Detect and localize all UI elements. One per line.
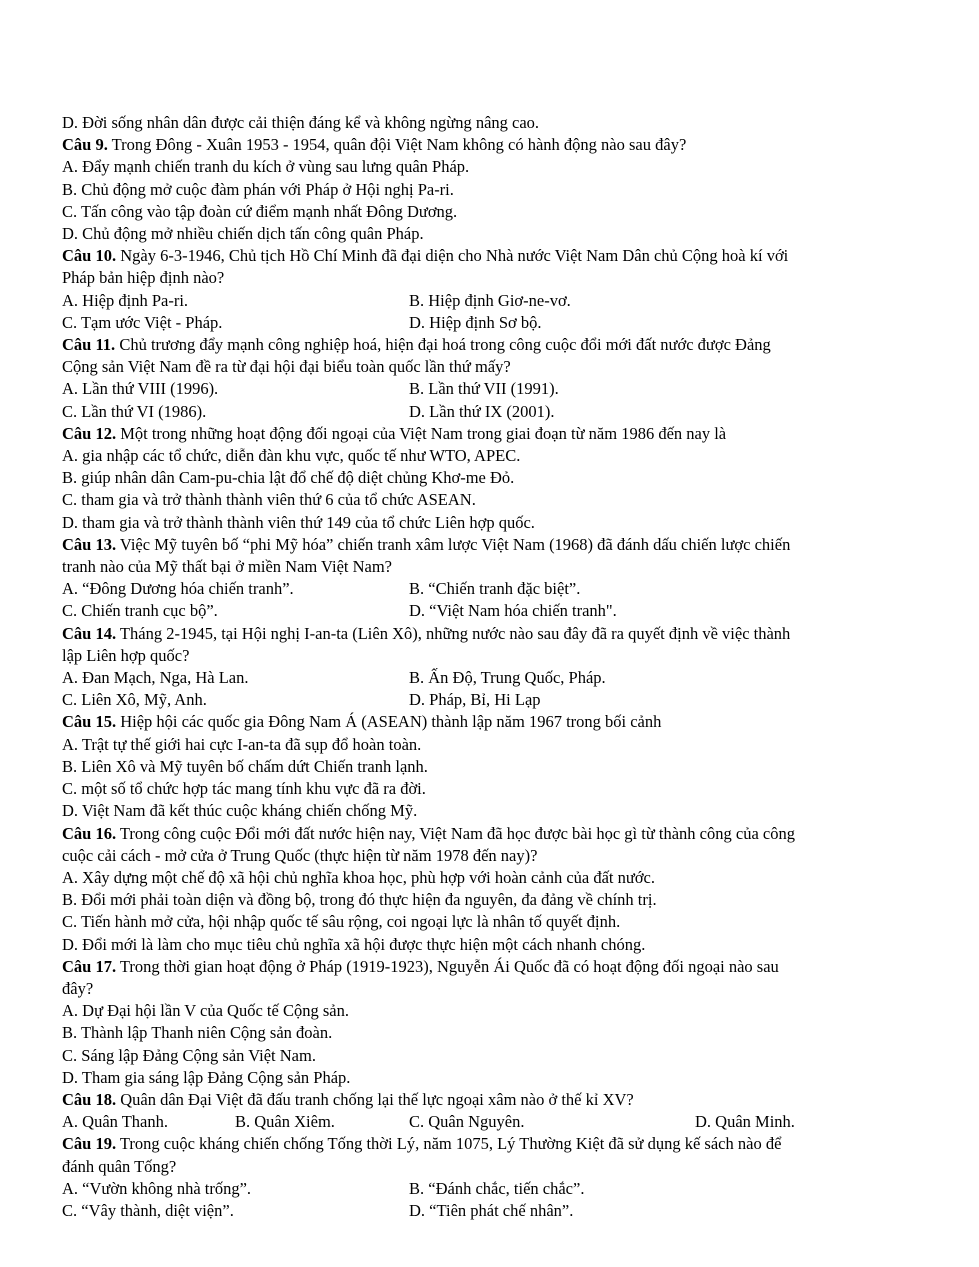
option-a: A. Đan Mạch, Nga, Hà Lan. [62, 668, 249, 688]
question-number: Câu 13. [62, 534, 117, 554]
question-16 [62, 823, 932, 845]
question-13 [62, 534, 932, 556]
question-9 [62, 134, 932, 156]
option-b: B. Ấn Độ, Trung Quốc, Pháp. [409, 668, 606, 688]
option-a: A. “Vườn không nhà trống”. [62, 1178, 252, 1198]
option-c: C. Lần thứ VI (1986). [62, 401, 207, 421]
question-text-continued: cuộc cải cách - mở cửa ở Trung Quốc (thực hiện từ năm 1978 đến nay)? [62, 845, 538, 865]
option-row [62, 667, 932, 689]
option-b: B. Hiệp định Giơ-ne-vơ. [409, 290, 571, 310]
option-d: D. Pháp, Bỉ, Hi Lạp [409, 690, 541, 710]
question-text: Trong Đông - Xuân 1953 - 1954, quân đội Việt Nam không có hành động nào sau đây? [107, 135, 687, 155]
option-a: A. Hiệp định Pa-ri. [62, 290, 189, 310]
question-text: Trong thời gian hoạt động ở Pháp (1919-1923), Nguyễn Ái Quốc đã có hoạt động đối ngoại nào sau [116, 956, 779, 976]
option-c: C. Sáng lập Đảng Cộng sản Việt Nam. [62, 1045, 316, 1065]
question-text: Chủ trương đẩy mạnh công nghiệp hoá, hiện đại hoá trong công cuộc đổi mới đất nước được Đảng [115, 335, 771, 355]
option-row [62, 401, 932, 423]
question-text-continued: Cộng sản Việt Nam đề ra từ đại hội đại biểu toàn quốc lần thứ mấy? [62, 357, 511, 377]
option-d: D. Quân Minh. [695, 1112, 795, 1132]
question-19 [62, 1133, 932, 1155]
intro-option: D. Đời sống nhân dân được cải thiện đáng kể và không ngừng nâng cao. [62, 113, 540, 132]
question-text: Hiệp hội các quốc gia Đông Nam Á (ASEAN) thành lập năm 1967 trong bối cảnh [116, 712, 662, 732]
option-c: C. Tấn công vào tập đoàn cứ điểm mạnh nhất Đông Dương. [62, 201, 458, 221]
question-10 [62, 245, 932, 267]
option-d: D. Đổi mới là làm cho mục tiêu chủ nghĩa xã hội được thực hiện một cách nhanh chóng. [62, 934, 646, 954]
option-d: D. “Tiên phát chế nhân”. [409, 1200, 574, 1220]
option-d: D. Chủ động mở nhiều chiến dịch tấn công quân Pháp. [62, 224, 424, 244]
option-d: D. “Việt Nam hóa chiến tranh". [409, 601, 617, 621]
question-text-continued: Pháp bản hiệp định nào? [62, 268, 225, 288]
option-c: C. Quân Nguyên. [409, 1112, 525, 1132]
question-18 [62, 1089, 932, 1111]
option-row [62, 1178, 932, 1200]
question-text-continued: đánh quân Tống? [62, 1156, 177, 1176]
question-text: Việc Mỹ tuyên bố “phi Mỹ hóa” chiến tranh xâm lược Việt Nam (1968) đã đánh dấu chiến lược chiến [116, 534, 791, 554]
option-d: D. Hiệp định Sơ bộ. [409, 312, 542, 332]
option-c: C. “Vây thành, diệt viện”. [62, 1200, 234, 1220]
option-a: A. “Đông Dương hóa chiến tranh”. [62, 579, 294, 599]
option-d: D. Việt Nam đã kết thúc cuộc kháng chiến chống Mỹ. [62, 801, 418, 821]
option-b: B. “Chiến tranh đặc biệt”. [409, 579, 581, 599]
option-b: B. Thành lập Thanh niên Cộng sản đoàn. [62, 1023, 333, 1043]
option-b: B. Chủ động mở cuộc đàm phán với Pháp ở Hội nghị Pa-ri. [62, 179, 454, 199]
option-b: B. Quân Xiêm. [235, 1112, 335, 1132]
option-d: D. Lần thứ IX (2001). [409, 401, 555, 421]
question-text: Trong cuộc kháng chiến chống Tống thời Lý, năm 1075, Lý Thường Kiệt đã sử dụng kế sách nào để [116, 1134, 782, 1154]
option-c: C. Tạm ước Việt - Pháp. [62, 312, 223, 332]
option-a: A. Đẩy mạnh chiến tranh du kích ở vùng sau lưng quân Pháp. [62, 157, 470, 177]
question-number: Câu 18. [62, 1089, 117, 1109]
option-row [62, 290, 932, 312]
option-c: C. Chiến tranh cục bộ”. [62, 601, 218, 621]
option-row [62, 312, 932, 334]
question-number: Câu 16. [62, 823, 117, 843]
question-number: Câu 12. [62, 423, 117, 443]
question-text: Tháng 2-1945, tại Hội nghị I-an-ta (Liên Xô), những nước nào sau đây đã ra quyết định về việc thành [116, 623, 791, 643]
option-a: A. Trật tự thế giới hai cực I-an-ta đã sụp đổ hoàn toàn. [62, 734, 422, 754]
question-14 [62, 623, 932, 645]
option-row [62, 1200, 932, 1222]
option-row [62, 1111, 932, 1133]
question-number: Câu 10. [62, 246, 117, 266]
option-b: B. giúp nhân dân Cam-pu-chia lật đổ chế độ diệt chủng Khơ-me Đỏ. [62, 468, 515, 488]
question-15 [62, 711, 932, 733]
question-text-continued: lập Liên hợp quốc? [62, 645, 190, 665]
option-row [62, 600, 932, 622]
option-d: D. Tham gia sáng lập Đảng Cộng sản Pháp. [62, 1067, 351, 1087]
option-b: B. “Đánh chắc, tiến chắc”. [409, 1178, 585, 1198]
question-text: Ngày 6-3-1946, Chủ tịch Hồ Chí Minh đã đại diện cho Nhà nước Việt Nam Dân chủ Cộng hoà kí với [116, 246, 789, 266]
question-text-continued: đây? [62, 978, 94, 998]
question-11 [62, 334, 932, 356]
option-a: A. Xây dựng một chế độ xã hội chủ nghĩa khoa học, phù hợp với hoàn cảnh của đất nước. [62, 867, 656, 887]
option-a: A. gia nhập các tổ chức, diễn đàn khu vực, quốc tế như WTO, APEC. [62, 446, 521, 466]
question-17 [62, 956, 932, 978]
question-number: Câu 15. [62, 712, 117, 732]
option-b: B. Liên Xô và Mỹ tuyên bố chấm dứt Chiến tranh lạnh. [62, 756, 428, 776]
option-d: D. tham gia và trở thành thành viên thứ 149 của tổ chức Liên hợp quốc. [62, 512, 535, 532]
option-c: C. một số tổ chức hợp tác mang tính khu vực đã ra đời. [62, 779, 426, 799]
exam-page [62, 112, 932, 1222]
question-text: Một trong những hoạt động đối ngoại của Việt Nam trong giai đoạn từ năm 1986 đến nay là [116, 423, 727, 443]
option-b: B. Lần thứ VII (1991). [409, 379, 559, 399]
option-c: C. Tiến hành mở cửa, hội nhập quốc tế sâu rộng, coi ngoại lực là nhân tố quyết định. [62, 912, 621, 932]
question-text: Trong công cuộc Đổi mới đất nước hiện nay, Việt Nam đã học được bài học gì từ thành công của công [116, 823, 795, 843]
question-number: Câu 19. [62, 1134, 117, 1154]
question-number: Câu 17. [62, 956, 117, 976]
option-c: C. Liên Xô, Mỹ, Anh. [62, 690, 207, 710]
question-number: Câu 14. [62, 623, 117, 643]
question-12 [62, 423, 932, 445]
question-text-continued: tranh nào của Mỹ thất bại ở miền Nam Việt Nam? [62, 557, 392, 577]
option-row [62, 578, 932, 600]
option-a: A. Quân Thanh. [62, 1112, 169, 1132]
option-row [62, 689, 932, 711]
option-c: C. tham gia và trở thành thành viên thứ 6 của tổ chức ASEAN. [62, 490, 476, 510]
option-b: B. Đổi mới phải toàn diện và đồng bộ, trong đó thực hiện đa nguyên, đa đảng về chính trị. [62, 890, 657, 910]
option-a: A. Lần thứ VIII (1996). [62, 379, 219, 399]
option-a: A. Dự Đại hội lần V của Quốc tế Cộng sản. [62, 1001, 349, 1021]
question-number: Câu 9. [62, 135, 108, 155]
question-number: Câu 11. [62, 335, 116, 355]
option-row [62, 378, 932, 400]
question-text: Quân dân Đại Việt đã đấu tranh chống lại thế lực ngoại xâm nào ở thế kỉ XV? [116, 1089, 634, 1109]
